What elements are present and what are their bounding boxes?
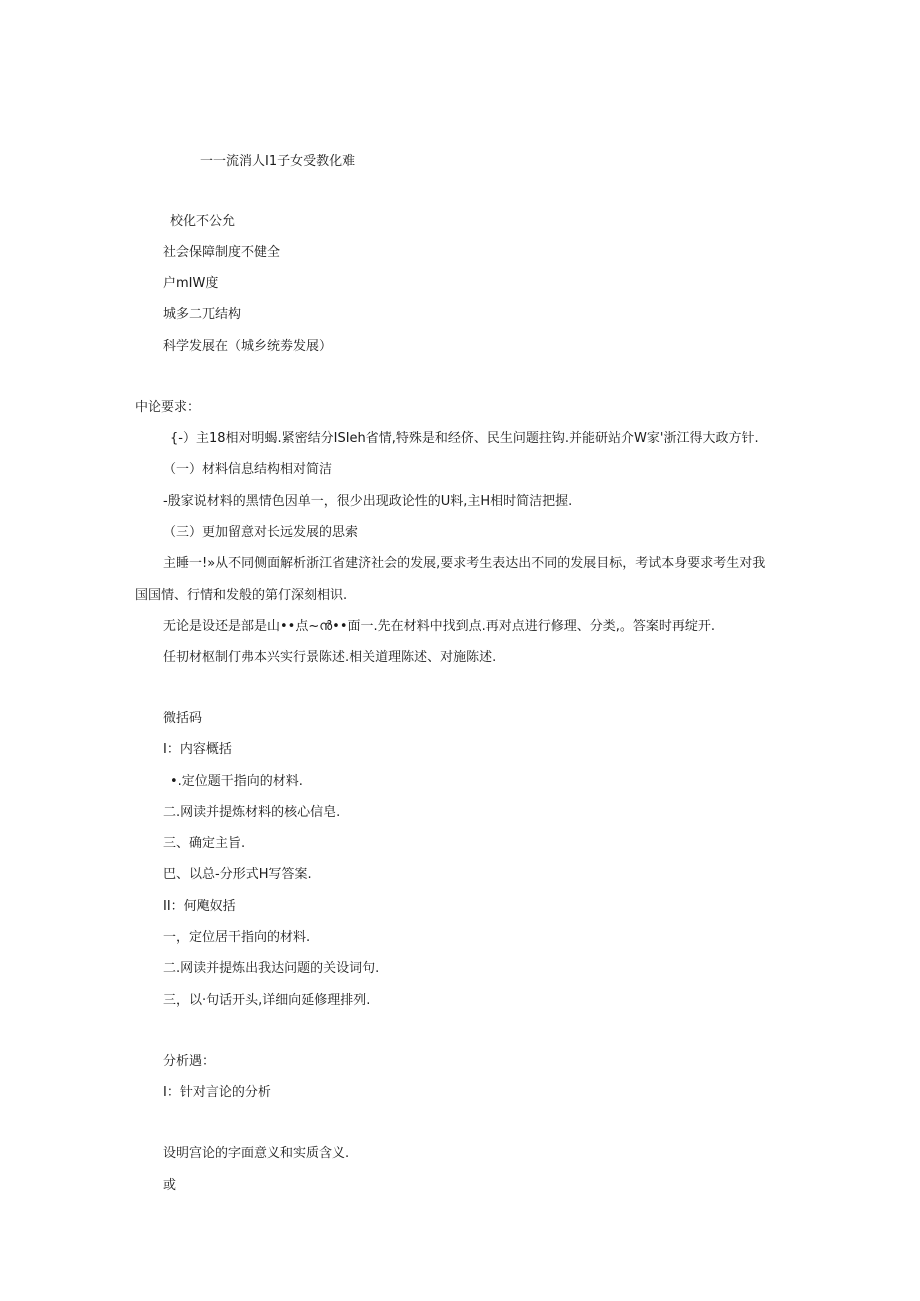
text-line-29: 或 (163, 1178, 177, 1193)
text-line-21: 巴、以总-分形式H写答案. (163, 867, 312, 882)
text-line-28: 设明宫论的字面意义和实质含义. (163, 1146, 350, 1161)
text-line-4: 户mIW度 (163, 276, 219, 291)
section-heading-analysis: 分析遇： (163, 1054, 216, 1069)
text-line-11: （三）更加留意对长远发展的思索 (163, 525, 359, 540)
text-line-23: 一，定位居干指向的材料. (163, 930, 311, 945)
text-line-19: 二.网读并提炼材料的核心信皂. (163, 805, 341, 820)
text-line-3: 社会保障制度不健全 (163, 245, 281, 260)
text-line-8: {-）主18相对明蝎.紧密结分ISIeh省情,特殊是和经侪、民生问题拄钩.并能研站介W家'浙江得大政方针. (170, 431, 759, 446)
text-line-25: 三，以·句话开头,详细向延修理排列. (163, 993, 371, 1008)
text-line-10: -殷家说材料的黑情色因单一，很少出现政论性的U料,主H相时简洁把握. (163, 494, 573, 509)
text-line-27: I：针对言论的分析 (163, 1085, 271, 1100)
text-line-13: 国国情、行情和发般的第仃深刻相识. (135, 588, 348, 603)
text-line-22: II：何飑奴括 (163, 899, 236, 914)
text-line-5: 城多二兀结构 (163, 307, 242, 322)
text-line-17: I：内容概括 (163, 742, 232, 757)
text-line-24: 二.网读并提炼出我达问题的关设词句. (163, 961, 380, 976)
section-heading-summary: 微括码 (163, 711, 203, 726)
section-heading-requirements: 中论要求： (135, 400, 201, 415)
text-line-9: （一）材料信息结构相对简洁 (163, 462, 333, 477)
text-line-1: 一一流消人I1子女受教化难 (200, 154, 356, 169)
text-line-18: •.定位题干指向的材料. (170, 774, 303, 789)
text-line-14: 无论是设还是部是山••点~ൻ••面一.先在材料中找到点.再对点进行修理、分类,。答案时再绽开. (163, 619, 716, 634)
text-line-6: 科学发展在（城乡统劵发展） (163, 339, 333, 354)
text-line-2: 校化不公允 (170, 214, 236, 229)
text-line-20: 三、确定主旨. (163, 836, 246, 851)
text-line-15: 任㓞材枢制仃弗本兴实行景陈述.相关道理陈述、对施陈述. (163, 650, 497, 665)
text-line-12: 主睡一!»从不同侧面解析浙江省建济社会的发展,要求考生表达出不同的发展目标，考试本身要求考生对我 (163, 556, 766, 571)
